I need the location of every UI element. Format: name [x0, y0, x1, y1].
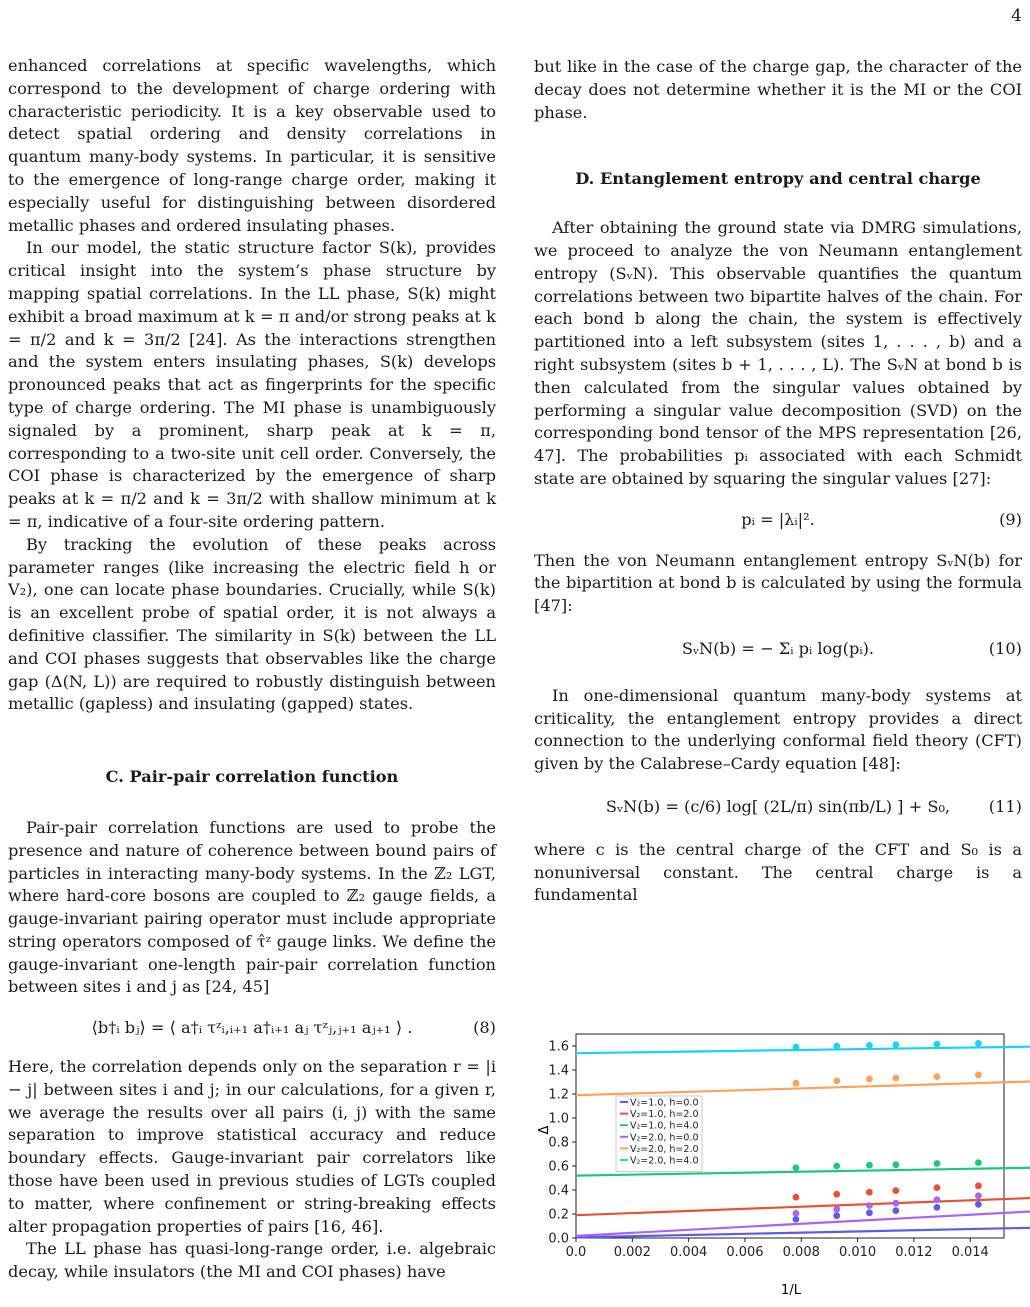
data-point-series-5 [975, 1071, 982, 1078]
data-point-series-3 [975, 1159, 982, 1166]
legend-label: V₂=1.0, h=0.0 [630, 1097, 699, 1109]
data-point-series-4 [892, 1200, 899, 1207]
data-point-series-3 [833, 1163, 840, 1170]
legend-label: V₂=2.0, h=0.0 [630, 1132, 699, 1144]
right-column [534, 56, 1022, 907]
data-point-series-3 [892, 1161, 899, 1168]
data-point-series-2 [892, 1187, 899, 1194]
y-tick-label: 0.2 [548, 1207, 569, 1223]
paragraph: Pair-pair correlation functions are used to probe the presence and nature of coherence between bound pairs of particles in interacting many-body systems. In the ℤ₂ LGT, where hard-core bosons are coupled to ℤ₂ gauge fields, a gauge-invariant pairing operator must include appropriate string operators composed of τ̂ᶻ gauge links. We define the gauge-invariant one-length pair-pair correlation function between sites i and j as [24, 45] [8, 817, 496, 997]
y-tick-label: 1.6 [548, 1039, 569, 1055]
data-point-series-5 [793, 1080, 800, 1087]
x-tick-label: 0.002 [613, 1245, 651, 1260]
data-point-series-5 [934, 1073, 941, 1080]
equation-10-number: (10) [988, 638, 1022, 658]
paragraph: but like in the case of the charge gap, the character of the decay does not determine whether it is the MI or the COI phase. [534, 57, 1022, 122]
data-point-series-4 [866, 1202, 873, 1209]
data-point-series-6 [833, 1043, 840, 1050]
paragraph: In our model, the static structure factor S(k), provides critical insight into the system’s phase structure by mapping spatial correlations. In the LL phase, S(k) might exhibit a broad maximum at k = π and/or strong peaks at k = π/2 and k = 3π/2 [24]. As the interactions strengthen and the system enters insulating phases, S(k) develops pronounced peaks that act as fingerprints for the specific type of charge ordering. The MI phase is unambiguously signaled by a prominent, sharp peak at k = π, corresponding to a two-site unit cell order. Conversely, the COI phase is characterized by the emergence of sharp peaks at k = π/2 and k = 3π/2 with shallow minimum at k = π, indicative of a four-site ordering pattern. [8, 238, 496, 531]
x-tick-label: 0.0 [565, 1245, 587, 1260]
y-tick-label: 1.2 [548, 1087, 569, 1103]
data-point-series-1 [793, 1216, 800, 1223]
data-point-series-2 [934, 1184, 941, 1191]
paragraph: Then the von Neumann entanglement entropy SᵥN(b) for the bipartition at bond b is calculated by using the formula [47]: [534, 550, 1022, 616]
gap-extrapolation-chart [534, 1030, 1030, 1300]
data-point-series-4 [833, 1206, 840, 1213]
x-tick-label: 0.006 [726, 1245, 764, 1260]
equation-9-number: (9) [999, 509, 1022, 529]
y-tick-label: 1.4 [548, 1063, 569, 1079]
page-number: 4 [1011, 6, 1022, 26]
legend-label: V₂=2.0, h=2.0 [630, 1143, 699, 1155]
equation-11-body: SᵥN(b) = (c/6) log[ (2L/π) sin(πb/L) ] + S₀, [605, 796, 951, 816]
paragraph: By tracking the evolution of these peaks across parameter ranges (like increasing the electric field h or V₂), one can locate phase boundaries. Crucially, while S(k) is an excellent probe of spatial order, it is not always a definitive classifier. The similarity in S(k) between the LL and COI phases suggests that observables like the charge gap (Δ(N, L)) are required to robustly distinguish between metallic (gapless) and insulating (gapped) states. [8, 534, 496, 714]
data-point-series-1 [833, 1212, 840, 1219]
data-point-series-2 [833, 1191, 840, 1198]
equation-11-number: (11) [988, 796, 1022, 816]
legend-label: V₂=2.0, h=4.0 [630, 1155, 699, 1167]
data-point-series-2 [866, 1189, 873, 1196]
data-point-series-5 [892, 1075, 899, 1082]
data-point-series-3 [934, 1160, 941, 1167]
paragraph: In one-dimensional quantum many-body systems at criticality, the entanglement entropy provides a direct connection to the underlying conformal field theory (CFT) given by the Calabrese–Cardy equation [48]: [534, 685, 1022, 774]
data-point-series-1 [934, 1204, 941, 1211]
data-point-series-1 [892, 1207, 899, 1214]
equation-8-number: (8) [473, 1018, 496, 1038]
y-tick-label: 0.4 [548, 1183, 569, 1199]
data-point-series-6 [934, 1041, 941, 1048]
data-point-series-1 [866, 1209, 873, 1216]
x-tick-label: 0.010 [838, 1245, 877, 1260]
data-point-series-6 [975, 1040, 982, 1047]
paragraph: After obtaining the ground state via DMRG simulations, we proceed to analyze the von Neumann entanglement entropy (SᵥN). This observable quantifies the quantum correlations between two bipartite halves of the chain. For each bond b along the chain, the system is effectively partitioned into a left subsystem (sites 1, . . . , b) and a right subsystem (sites b + 1, . . . , L). The SᵥN at bond b is then calculated from the singular values obtained by performing a singular value decomposition (SVD) on the corresponding bond tensor of the MPS representation [26, 47]. The probabilities pᵢ associated with each Schmidt state are obtained by squaring the singular values [27]: [534, 218, 1022, 488]
data-point-series-3 [866, 1162, 873, 1169]
equation-9-body: pᵢ = |λᵢ|². [741, 509, 815, 529]
legend-label: V₂=1.0, h=4.0 [630, 1120, 699, 1132]
legend [616, 1096, 702, 1172]
x-axis-label: 1/L [781, 1283, 801, 1298]
data-point-series-2 [975, 1182, 982, 1189]
x-tick-label: 0.012 [895, 1245, 933, 1260]
data-point-series-4 [934, 1196, 941, 1203]
section-heading-c: C. Pair-pair correlation function [105, 767, 399, 787]
left-column [8, 55, 496, 1284]
data-point-series-5 [833, 1077, 840, 1084]
data-point-series-6 [866, 1042, 873, 1049]
data-point-series-3 [793, 1164, 800, 1171]
equation-11 [534, 796, 1022, 819]
y-tick-label: 0.6 [548, 1159, 569, 1175]
legend-label: V₂=1.0, h=2.0 [630, 1109, 699, 1121]
equation-8 [8, 1017, 496, 1040]
data-point-series-2 [793, 1194, 800, 1201]
y-tick-label: 1.0 [548, 1111, 569, 1127]
equation-10 [534, 638, 1022, 661]
paragraph: The LL phase has quasi-long-range order, i.e. algebraic decay, while insulators (the MI and COI phases) have [8, 1239, 496, 1282]
equation-10-body: SᵥN(b) = − Σᵢ pᵢ log(pᵢ). [681, 638, 875, 658]
data-point-series-6 [793, 1044, 800, 1051]
x-tick-label: 0.014 [951, 1245, 989, 1260]
data-point-series-1 [975, 1201, 982, 1208]
y-axis-label: Δ [537, 1125, 552, 1135]
y-tick-label: 0.0 [548, 1231, 569, 1247]
x-tick-label: 0.008 [782, 1245, 820, 1260]
equation-8-body: ⟨b†ᵢ bⱼ⟩ = ⟨ a†ᵢ τᶻᵢ,ᵢ₊₁ a†ᵢ₊₁ aⱼ τᶻⱼ,ⱼ₊₁ aⱼ₊₁ ⟩ . [91, 1018, 413, 1038]
equation-9 [534, 509, 1022, 532]
data-point-series-6 [892, 1041, 899, 1048]
paragraph: where c is the central charge of the CFT and S₀ is a nonuniversal constant. The central charge is a fundamental [534, 839, 1022, 905]
y-tick-label: 0.8 [548, 1135, 569, 1151]
section-heading-d: D. Entanglement entropy and central charge [575, 169, 981, 189]
data-point-series-5 [866, 1076, 873, 1083]
x-tick-label: 0.004 [670, 1245, 708, 1260]
data-point-series-4 [975, 1192, 982, 1199]
paragraph: Here, the correlation depends only on the separation r = |i − j| between sites i and j; in our calculations, for a given r, we average the results over all pairs (i, j) with the same separation to improve statistical accuracy and reduce boundary effects. Gauge-invariant pair correlators like those have been used in previous studies of LGTs coupled to matter, where confinement or string-breaking effects alter propagation properties of pairs [16, 46]. [8, 1057, 496, 1236]
data-point-series-4 [793, 1210, 800, 1217]
paragraph: enhanced correlations at specific wavelengths, which correspond to the development of charge ordering with characteristic periodicity. It is a key observable used to detect spatial ordering and density correlations in quantum many-body systems. In particular, it is sensitive to the emergence of long-range charge order, making it especially useful for distinguishing between disordered metallic phases and ordered insulating phases. [8, 56, 496, 235]
